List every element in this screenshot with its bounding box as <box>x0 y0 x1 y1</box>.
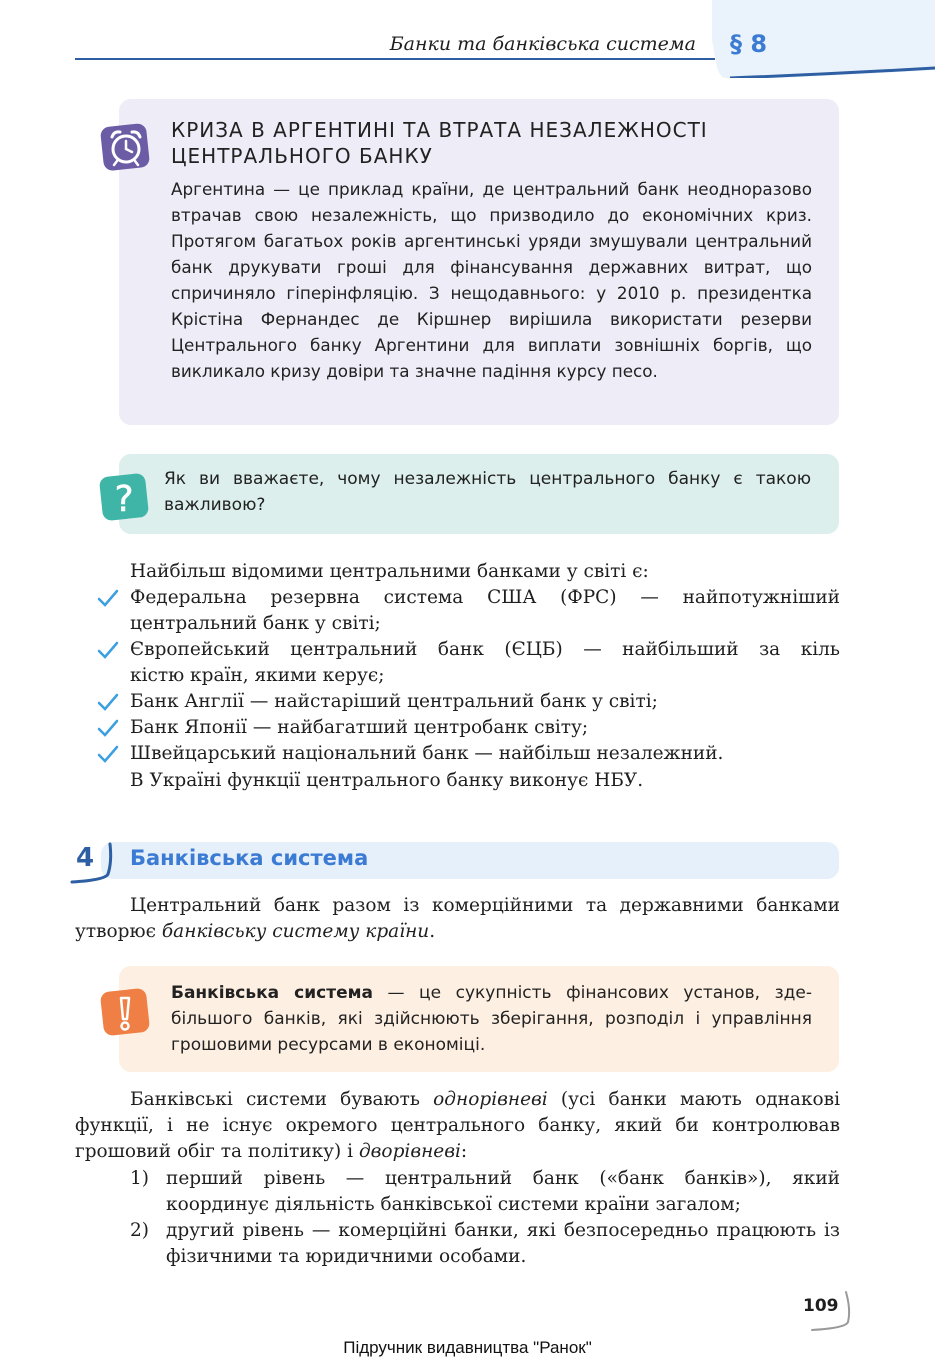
alarm-clock-icon <box>100 121 152 173</box>
list-item <box>95 637 840 689</box>
case-study-title-line2: ЦЕНТРАЛЬНОГО БАНКУ <box>171 144 433 168</box>
checkmark-icon <box>95 637 123 663</box>
checkmark-icon <box>95 585 123 611</box>
definition-term: Банківська система <box>171 983 373 1003</box>
term-italic: банківську систему країни <box>161 921 430 942</box>
list-item-line1: Банк Англії — найстаріший центральний банк у світі; <box>130 691 658 712</box>
list-item <box>95 689 840 715</box>
list-item-line1: Федеральна резервна система США (ФРС) — найпотужніший <box>130 587 840 608</box>
definition-text: Банківська система — це сукупність фінансових установ, здебільшого банків, які здійснюють зберігання, розподіл і управління грошовими ресурсами в економіці. <box>171 983 812 1055</box>
paragraph-system-types: Банківські системи бувають однорівневі (усі банки мають однакові функції, і не існує окремого центрального банку, який би контролював грошовий обіг та політику) і дворівневі: <box>75 1089 840 1162</box>
list-item <box>95 741 840 767</box>
list-item: 1) перший рівень — центральний банк («банк банків»), який координує діяльність банківської системи країни загалом; <box>130 1168 840 1215</box>
checkmark-icon <box>95 715 123 741</box>
central-banks-intro: Найбільш відомими центральними банками у світі є: <box>130 561 649 582</box>
publisher-line: Підручник видавництва "Ранок" <box>343 1338 592 1357</box>
list-item: 2) другий рівень — комерційні банки, які безпосередньо працюють із фізичними та юридичними особами. <box>130 1220 840 1267</box>
list-number: 1) <box>130 1168 149 1189</box>
case-study-title-line1: КРИЗА В АРГЕНТИНІ ТА ВТРАТА НЕЗАЛЕЖНОСТІ <box>171 118 708 142</box>
question-mark-icon <box>98 472 152 524</box>
list-item-line2: центральний банк у світі; <box>130 613 381 634</box>
checkmark-icon <box>95 741 123 767</box>
central-banks-list <box>95 585 840 767</box>
section-number: § 8 <box>730 30 768 58</box>
banking-levels-list <box>130 1166 840 1270</box>
question-text: Як ви вважаєте, чому незалежність центрального банку є такою важливою? <box>164 469 811 515</box>
section-heading-number: 4 <box>76 843 95 873</box>
ukraine-central-bank-line: В Україні функції центрального банку виконує НБУ. <box>130 770 644 791</box>
list-item-line1: Швейцарський національний банк — найбільш незалежний. <box>130 743 724 764</box>
list-item-line1: Європейський центральний банк (ЄЦБ) — найбільший за кіль <box>130 639 840 660</box>
exclamation-icon <box>99 987 153 1039</box>
checkmark-icon <box>95 689 123 715</box>
list-item-line2: кістю країн, якими керує; <box>130 665 385 686</box>
running-header-title: Банки та банківська система <box>389 33 696 55</box>
case-study-text: Аргентина — це приклад країни, де центральний банк неодноразово втрачав свою незалежність, що призводило до економічних криз. Протягом багатьох років аргентинські уряди змушували центральний банк друкувати гроші для фінансування державних витрат, що спричиняло гіперінфляцію. З нещодавнього: у 2010 р. президентка Крістіна Фернандес де Кіршнер вирішила використати резерви Центрального банку Аргентини для виплати зовнішніх боргів, що викликало кризу довіри та значне падіння курсу песо. <box>171 179 812 381</box>
list-item-line1: Банк Японії — найбагатший центробанк світу; <box>130 717 589 738</box>
list-item <box>95 715 840 741</box>
page-number: 109 <box>803 1296 839 1316</box>
header-rule <box>75 58 715 60</box>
list-item <box>95 585 840 637</box>
paragraph-banking-system-intro: Центральний банк разом із комерційними та державними банками утворює банківську систему країни. <box>75 895 840 942</box>
section-heading-title: Банківська система <box>130 846 369 870</box>
list-number: 2) <box>130 1220 149 1241</box>
svg-text:?: ? <box>114 479 134 520</box>
case-study-title <box>171 117 821 169</box>
